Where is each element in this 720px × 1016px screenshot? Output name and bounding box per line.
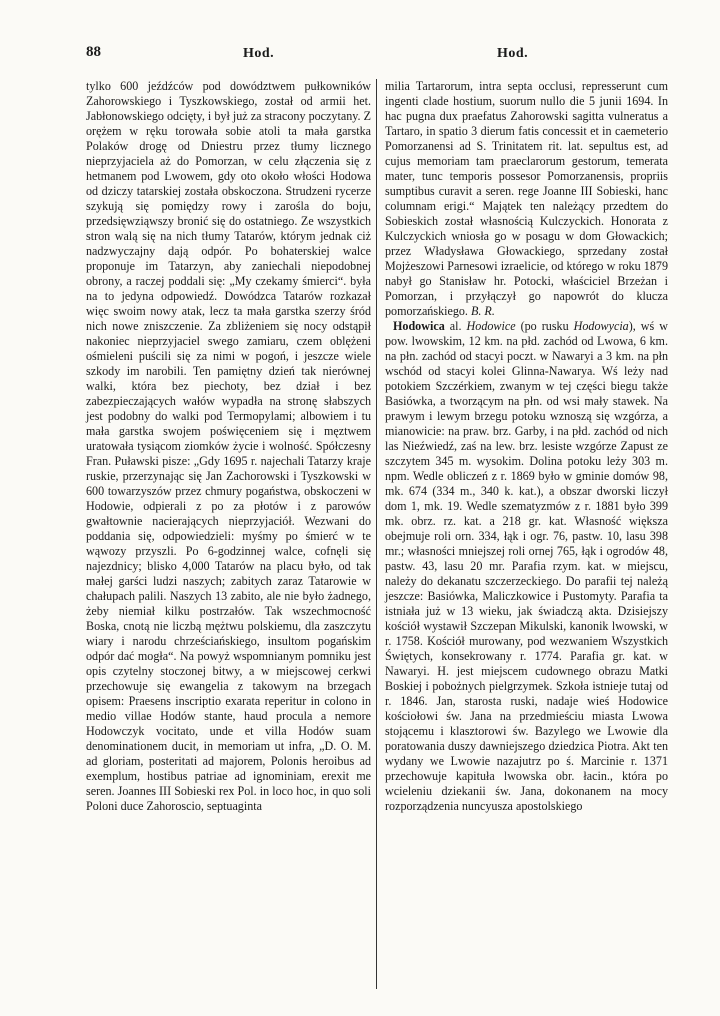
alias-prefix: al. (449, 319, 462, 333)
left-column (86, 79, 371, 814)
entry-hodowica (385, 319, 668, 814)
column-divider (376, 79, 377, 989)
page-number: 88 (86, 44, 101, 60)
right-column (385, 79, 668, 814)
entry-text: ), wś w pow. lwowskim, 12 km. na płd. zachód od Lwowa, 6 km. na płn. zachód od stacyi poczt. w Nawaryi a 3 km. na płn wschód od stacyi kolei Glinna-Nawarya. Wś leży nad potokiem Szczérkiem, zwanym w tej części biegu także Basiówka, a tworzącym na płn. od wsi mały stawek. Na prawym i lewym brzegu potoku wznoszą się wzgórza, a mianowicie: na praw. brz. Garby, i na płd. zachód od nich las Nieźwiedź, zaś na lew. brz. lesiste wzgórze Zapust ze szczytem 345 m. wysokim. Dolina potoku leży 303 m. npm. Wedle obliczeń z r. 1869 było w gminie domów 98, mk. 674 (334 m., 340 k. kat.), a obszar dworski liczył dom 1, mk. 19. Wedle szematyzmów z r. 1881 było 399 mk. obrz. rz. kat. a 218 gr. kat. Własność większa obejmuje roli orn. 334, łąk i ogr. 76, pastw. 10, lasu 398 mr.; własności mniejszej roli ornej 765, łąk i ogrodów 48, pastw. 43, lasu 20 mr. Parafia rzym. kat. w miejscu, należy do dekanatu szczerzeckiego. Do parafii tej należą jeszcze: Basiówka, Maliczkowice i Pustomyty. Parafia ta istniała już w 13 wieku, jak świadczą akta. Dzisiejszy kościół wystawił Szczepan Mikulski, kanonik lwowski, w r. 1758. Kościół murowany, pod wezwaniem Wszystkich Świętych, konsekrowany r. 1774. Parafia gr. kat. w Nawaryi. H. jest miejscem cudownego obrazu Matki Boskiej i pobożnych pielgrzymek. Szkoła istnieje tutaj od r. 1846. Jan, starosta ruski, nadaje wieś Hodowice kościołowi św. Jana na przedmieściu miasta Lwowa stojącemu i klasztorowi św. Bazylego we Lwowie dla poratowania duszy dawniejszego dziedzica Piotra. Akt ten wydany we Lwowie nazajutrz po ś. Marcinie r. 1371 przechowuje kapituła lwowska obr. łacin., która po wcieleniu dziekanii św. Jana, dokonanem na mocy rozporządzenia nuncyusza apostolskiego (385, 319, 668, 813)
ruski-name: Hodowycia (573, 319, 629, 333)
author-signature: B. R. (471, 304, 495, 318)
entry-headword: Hodowica (393, 319, 445, 333)
alias-name: Hodowice (466, 319, 516, 333)
running-head-left: Hod. (243, 46, 275, 61)
left-paragraph: tylko 600 jeźdźców pod dowództwem pułkowników Zahorowskiego i Tyszkowskiego, został od armii het. Jabłonowskiego odcięty, i był już za stracony poczytany. Z orężem w ręku torowała sobie atoli ta mała garstka Polaków drogę od Dniestru przez tłumy licznego nieprzyjaciela aż do Pomorzan, w celu złączenia się z hetmanem pod Lwowem, gdy oto około włości Hodowa od dziczy tatarskiej została obskoczona. Strudzeni rycerze szykują się pomiędzy rowy i zarośla do boju, przedsięwziąwszy bronić się do ostatniego. Ze wszystkich stron walą się na nich tłumy Tatarów, którym jednak ciż nadzwyczajny dają odpór. Po bohaterskiej walce proponuje im Tatarzyn, aby zaniechali niepodobnej obrony, a raczej poddali się: „My czekamy śmierci“. była na to jedyna odpowiedź. Dowódzca Tatarów rozkazał więc swoim nowy atak, lecz ta mała garstka szerzy śród nich nowe zniszczenie. Za zbliżeniem się nocy odstąpił nakoniec nieprzyjaciel swego zamiaru, czem oblężeni ośmieleni puścili się za nimi w pogoń, i jeszcze wiele szkody im narobili. Ten pamiętny dzień tak nierównej walki, która bez piechoty, bez dział i bez zabezpieczających wałów wypadła na stronę słabszych jest podobny do walki pod Termopylami; albowiem i tu mała garstka swojem poświęceniem się i męztwem uratowała tysiącom ziomków życie i wolność. Spółczesny Fran. Puławski pisze: „Gdy 1695 r. najechali Tatarzy kraje ruskie, przerzynając się Jan Zachorowski i Tyszkowski w 600 towarzyszów przez chmury pogaństwa, obskoczeni w Hodowie, odpierali z po za płotów i z parowów gwałtownie nacierających nieprzyjaciół. Wezwani do poddania się, odpowiedzieli: myśmy po śmierć w te wąwozy przyszli. Po 6-godzinnej walce, cofnęli się najezdnicy; blisko 4,000 Tatarów na placu było, od tak małej garści ludzi naszych; zabitych zaraz Tatarowie w chałupach palili. Naszych 13 zabito, ale nie było żadnego, żeby niemiał kilku postrzałów. Tak wszechmocność Boska, cnotą nie liczbą mężtwu polskiemu, dla zaszczytu wiary i narodu chrześciańskiego, insultom pogańskim odpór dać mogła“. Na powyż wspomnianym pomniku jest opis czytelny stoczonej bitwy, a w miejscowej cerkwi przechowuje się ewangelia z takowym na brzegach opisem: Praesens inscriptio exarata reperitur in colono in medio villae Hodów stante, haud procula a nemore Hodowczyk vocitato, unde et villa Hodów suam denominationem ducit, in memoriam ut infra, „D. O. M. ad gloriam, posteritati ad majorem, Polonis heroibus ad exemplum, hostibus patriae ad ignominiam, erexit me seren. Joannes III Sobieski rex Pol. in loco hoc, in quo soli Poloni duce Zahoroscio, septuaginta (86, 79, 371, 813)
right-paragraph-1 (385, 79, 668, 319)
ruski-prefix: (po rusku (520, 319, 569, 333)
paragraph-text: milia Tartarorum, intra septa occlusi, represserunt cum ingenti clade hostium, suorum nullo die 5 junii 1694. In hac pugna dux praefatus Zahorowski sagitta vulneratus a Tartaro, in spatio 3 dierum fatis concessit et in caemeterio Pomorzanensi ad S. Trinitatem rit. lat. sepultus est, ad cujus memoriam tam praeclarorum gestorum, temerata mater, tunc temporis possesor Pomorzanensis, propriis sumptibus curavit a seren. rege Joanne III Sobieski, hanc columnam erigi.“ Majątek ten należący przedtem do Sobieskich został własnością Kulczyckich. Honorata z Kulczyckich wniosła go w posagu w dom Głowackich; przez Władysława Głowackiego, sprzedany został Mojżeszowi Parnesowi izraelicie, od którego w roku 1879 nabył go Stanisław hr. Potocki, właściciel Brzeżan i Pomorzan, i przyłączył go napowrót do klucza pomorzańskiego. (385, 79, 668, 318)
running-head-right: Hod. (497, 46, 529, 61)
